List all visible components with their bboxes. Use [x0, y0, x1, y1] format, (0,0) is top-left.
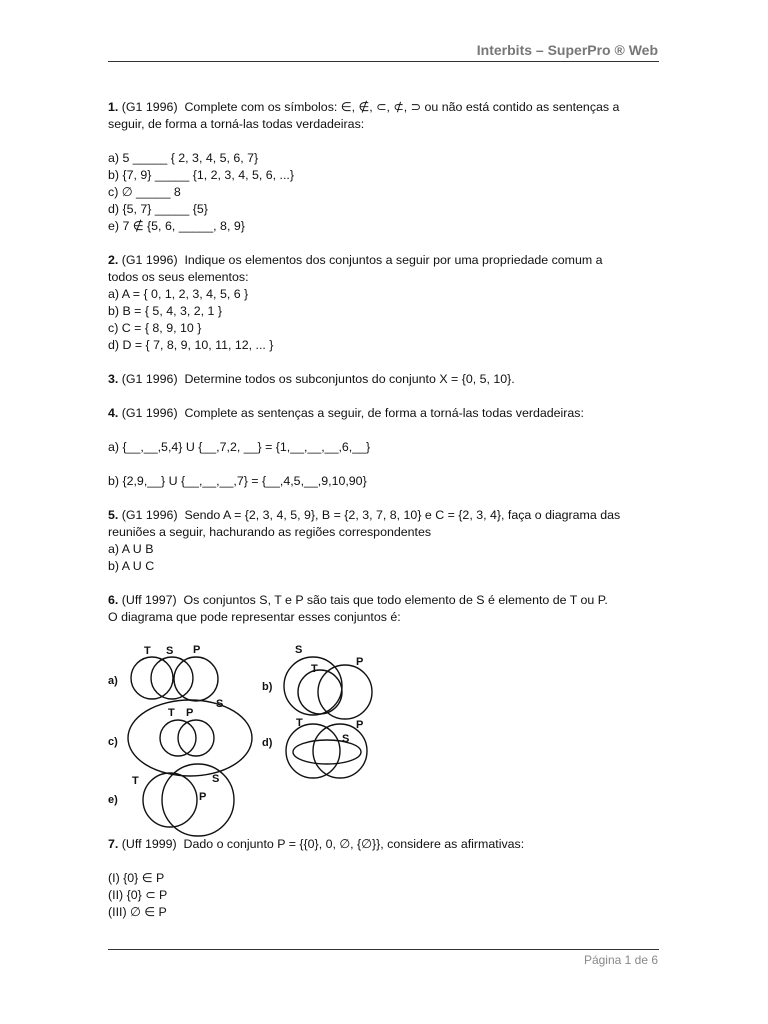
venn-a-circle-p — [174, 657, 218, 701]
venn-e-circle-t — [143, 773, 197, 827]
q1-item-c: c) ∅ _____ 8 — [108, 185, 181, 199]
q5-item-a: a) A U B — [108, 542, 154, 556]
footer-rule — [108, 949, 659, 950]
venn-c-label-p: P — [186, 707, 194, 719]
q1-item-a: a) 5 _____ { 2, 3, 4, 5, 6, 7} — [108, 151, 259, 165]
venn-d-label-t: T — [296, 717, 303, 729]
q6-number: 6. — [108, 593, 119, 607]
q7-item-iii: (III) ∅ ∈ P — [108, 905, 167, 919]
venn-d-ellipse-s — [293, 740, 361, 764]
q4-number: 4. — [108, 406, 119, 420]
q2-item-a: a) A = { 0, 1, 2, 3, 4, 5, 6 } — [108, 287, 249, 301]
venn-a-label-s: S — [166, 645, 174, 657]
page-number: Página 1 de 6 — [583, 953, 658, 967]
venn-a-label-t: T — [144, 645, 151, 657]
venn-c-label-s: S — [216, 698, 224, 710]
q6-venn-figure — [108, 628, 663, 836]
q2-statement-cont: todos os seus elementos: — [108, 270, 249, 284]
q6-statement-cont: O diagrama que pode representar esses conjuntos é: — [108, 610, 401, 624]
header-rule — [108, 61, 659, 62]
page-header: Interbits – SuperPro ® Web — [476, 42, 658, 58]
venn-b-circle-t — [298, 670, 342, 714]
q7-number: 7. — [108, 837, 119, 851]
q2-item-b: b) B = { 5, 4, 3, 2, 1 } — [108, 304, 223, 318]
venn-c-label-t: T — [168, 707, 175, 719]
q2-item-d: d) D = { 7, 8, 9, 10, 11, 12, ... } — [108, 338, 274, 352]
q3-statement: 3. (G1 1996) Determine todos os subconjuntos do conjunto X = {0, 5, 10}. — [108, 372, 515, 386]
venn-e-label-s: S — [212, 773, 220, 785]
q5-statement: 5. (G1 1996) Sendo A = {2, 3, 4, 5, 9}, B = {2, 3, 7, 8, 10} e C = {2, 3, 4}, faça o diagrama das — [108, 508, 621, 522]
q4-item-a: a) {__,__,5,4} U {__,7,2, __} = {1,__,__,__,6,__} — [108, 440, 371, 454]
venn-label-a: a) — [108, 675, 118, 687]
venn-e-label-p: P — [199, 791, 207, 803]
venn-label-b: b) — [262, 681, 273, 693]
q6-statement: 6. (Uff 1997) Os conjuntos S, T e P são tais que todo elemento de S é elemento de T ou P. — [108, 593, 608, 607]
q1-number: 1. — [108, 100, 119, 114]
venn-d-label-s: S — [342, 733, 350, 745]
venn-b-circle-p — [318, 665, 372, 719]
venn-label-e: e) — [108, 794, 118, 806]
q1-item-e: e) 7 ∉ {5, 6, _____, 8, 9} — [108, 219, 245, 233]
q4-statement: 4. (G1 1996) Complete as sentenças a seguir, de forma a torná-las todas verdadeiras: — [108, 406, 584, 420]
q7-item-i: (I) {0} ∈ P — [108, 871, 165, 885]
document-body — [108, 99, 663, 921]
venn-a-circle-s — [151, 657, 193, 699]
q3-number: 3. — [108, 372, 119, 386]
venn-b-label-p: P — [356, 656, 364, 668]
q7-statement: 7. (Uff 1999) Dado o conjunto P = {{0}, 0, ∅, {∅}}, considere as afirmativas: — [108, 837, 525, 851]
q1-item-b: b) {7, 9} _____ {1, 2, 3, 4, 5, 6, ...} — [108, 168, 295, 182]
venn-label-c: c) — [108, 736, 118, 748]
venn-a-circle-t — [131, 657, 173, 699]
venn-diagrams-svg — [108, 628, 408, 838]
q5-item-b: b) A U C — [108, 559, 155, 573]
venn-d-label-p: P — [356, 719, 364, 731]
q5-statement-cont: reuniões a seguir, hachurando as regiões correspondentes — [108, 525, 432, 539]
q4-item-b: b) {2,9,__} U {__,__,__,7} = {__,4,5,__,9,10,90} — [108, 474, 367, 488]
q5-number: 5. — [108, 508, 119, 522]
q1-statement-cont: seguir, de forma a torná-las todas verdadeiras: — [108, 117, 365, 131]
q2-statement: 2. (G1 1996) Indique os elementos dos conjuntos a seguir por uma propriedade comum a — [108, 253, 603, 267]
venn-e-circle-s — [162, 764, 234, 836]
q1-statement: 1. (G1 1996) Complete com os símbolos: ∈, ∉, ⊂, ⊄, ⊃ ou não está contido as sentenças a — [108, 100, 620, 114]
q2-number: 2. — [108, 253, 119, 267]
venn-e-label-t: T — [132, 775, 139, 787]
q7-item-ii: (II) {0} ⊂ P — [108, 888, 168, 902]
venn-b-label-t: T — [311, 663, 318, 675]
q2-item-c: c) C = { 8, 9, 10 } — [108, 321, 202, 335]
q1-item-d: d) {5, 7} _____ {5} — [108, 202, 208, 216]
venn-b-label-s: S — [295, 644, 303, 656]
venn-a-label-p: P — [193, 644, 201, 656]
venn-label-d: d) — [262, 737, 273, 749]
